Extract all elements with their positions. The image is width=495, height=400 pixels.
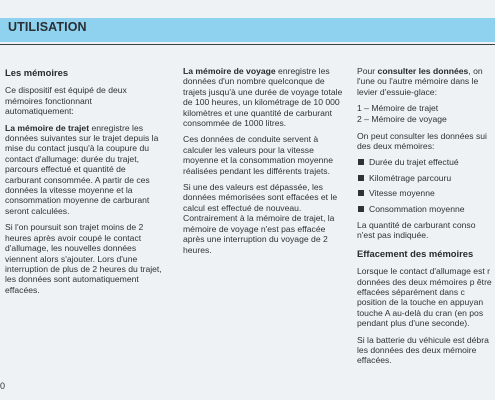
paragraph-text: enregistre les données d'un nombre quelconque de trajets jusqu'à une durée de voyage totale de 100 heures, un kilométrage de 10 000 kilomètres et une quantité de carburant consommée de 1000 litres. [183,66,343,129]
bullet-item: Durée du trajet effectué [357,157,495,167]
page-title: UTILISATION [8,20,87,34]
column-3 [357,66,495,372]
header-divider [0,44,495,45]
column-1 [5,58,163,301]
paragraph: La quantité de carburant conso n'est pas indiquée. [357,219,476,241]
paragraph [5,123,163,217]
term-consulter: consulter les données [377,66,469,76]
bullet-item: Consommation moyenne [357,204,495,214]
paragraph-text: Pour [357,66,378,76]
paragraph [183,66,343,128]
bullet-list [357,157,495,214]
paragraph: Lorsque le contact d'allumage est r données des deux mémoires p être effacées séparément dans c position de la touche en appuyan touche A au-delà du cran (en pos pendant plus d'une seconde). [357,266,492,329]
memory-list [357,103,495,124]
paragraph: On peut consulter les données sui des deux mémoires: [357,130,487,151]
list-item: 2 – Mémoire de voyage [357,114,447,125]
paragraph: Ce dispositif est équipé de deux mémoires fonctionnant automatiquement: [5,85,127,117]
paragraph [357,66,495,97]
paragraph-text: enregistre les données suivantes sur le trajet depuis la mise du contact jusqu'à la coupure du contact d'allumage: durée du trajet, parcours effectué et quantité de carburant consommée. A partir de ces données la vitesse moyenne et la consommation moyenne de carburant seront calculées. [5,122,159,216]
paragraph: Ces données de conduite servent à calculer les valeurs pour la vitesse moyenne et la consommation moyenne réalisées pendant les différents trajets. [183,134,333,176]
bullet-item: Kilométrage parcouru [357,173,495,183]
paragraph: Si la batterie du véhicule est débra les données des deux mémoire effacées. [357,334,489,366]
bullet-item: Vitesse moyenne [357,188,495,198]
term-memoire-trajet: La mémoire de trajet [5,122,90,133]
section-heading-memoires: Les mémoires [5,67,69,78]
list-item: 1 – Mémoire de trajet [357,103,439,114]
paragraph: Si l'on poursuit son trajet moins de 2 heures après avoir coupé le contact d'allumage, les nouvelles données viennent alors s'ajouter. Lors d'une interruption de plus de 2 heures du trajet, les données sont automatiquement effacées. [5,222,162,295]
page-number: 0 [0,381,6,391]
term-memoire-voyage: La mémoire de voyage [183,66,276,76]
column-2 [183,66,343,261]
section-heading-effacement: Effacement des mémoires [357,247,474,259]
paragraph-text: , on l'une ou l'autre mémoire dans le levier d'essuie-glace: [357,66,483,97]
paragraph: Si une des valeurs est dépassée, les données mémorisées sont effacées et le calcul est effectué de nouveau. Contrairement à la mémoire de trajet, la mémoire de voyage n'est pas effacée après une interruption du voyage de 2 heures. [183,182,338,255]
